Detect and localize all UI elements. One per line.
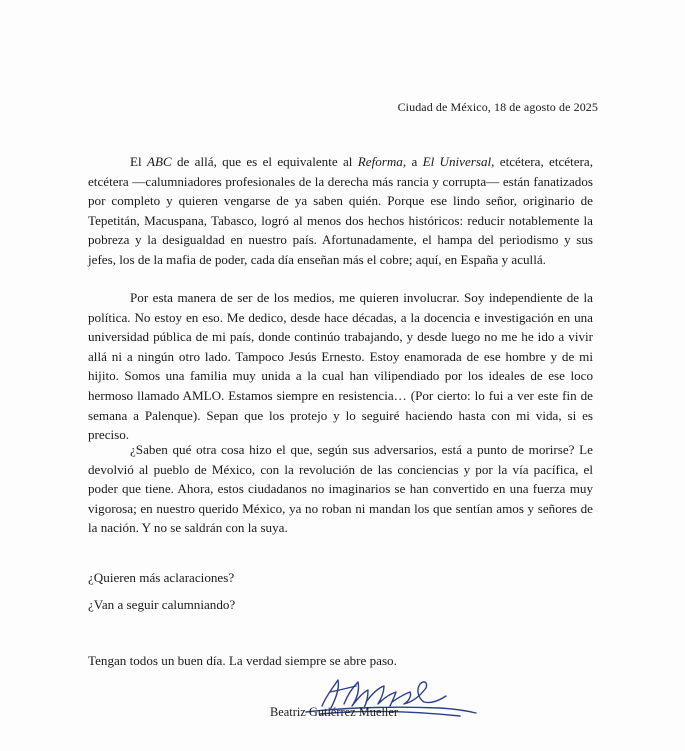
paragraph-1: [88, 152, 593, 270]
paragraph-2: Por esta manera de ser de los medios, me quieren involucrar. Soy independiente de la política. No estoy en eso. Me dedico, desde hace décadas, a la docencia e investigación en una universidad pública de mi país, donde continúo trabajando, y desde luego no me he ido a vivir allá ni a ningún otro lado. Tampoco Jesús Ernesto. Estoy enamorada de ese hombre y de mi hijito. Somos una familia muy unida a la cual han vilipendiado por los ideales de ese loco hermoso llamado AMLO. Estamos siempre en resistencia… (Por cierto: lo fui a ver este fin de semana a Palenque). Sepan que los protejo y lo seguiré haciendo hasta con mi vida, si es preciso.: [88, 290, 593, 443]
paragraph-1-text-a: El: [130, 154, 147, 169]
reforma-newspaper-name: Reforma: [357, 154, 403, 169]
paragraph-3: ¿Saben qué otra cosa hizo el que, según sus adversarios, está a punto de morirse? Le devolvió al pueblo de México, con la revolución de las conciencias y por la vía pacífica, el poder que tiene. Ahora, estos ciudadanos no imaginarios se han convertido en una fuerza muy vigorosa; en nuestro querido México, ya no roban ni mandan los que sentían amos y señores de la nación. Y no se saldrán con la suya.: [88, 442, 593, 536]
abc-newspaper-name: ABC: [146, 154, 172, 169]
question-2: ¿Van a seguir calumniando?: [88, 597, 236, 612]
signature-name: Beatriz Gutiérrez Mueller: [270, 705, 398, 719]
el-universal-newspaper-name: El Universal: [422, 154, 492, 169]
date-line: Ciudad de México, 18 de agosto de 2025: [397, 100, 598, 114]
question-1: ¿Quieren más aclaraciones?: [88, 570, 235, 585]
closing-line: Tengan todos un buen día. La verdad siempre se abre paso.: [88, 653, 397, 668]
paragraph-1-text-d: , etcétera, etcétera, etcétera —calumniadores profesionales de la derecha más rancia y corrupta— están fanatizados por completo y quieren vengarse de ya saben quién. Porque ese lindo señor, originario de Tepetitán, Macuspana, Tabasco, logró al menos dos hechos históricos: reducir notablemente la pobreza y la desigualdad en nuestro país. Afortunadamente, el hampa del periodismo y sus jefes, los de la mafia de poder, cada día enseñan más el cobre; aquí, en España y acullá.: [88, 154, 593, 267]
paragraph-1-text-b: de allá, que es el equivalente al: [171, 154, 358, 169]
paragraph-1-text-c: , a: [402, 154, 423, 169]
